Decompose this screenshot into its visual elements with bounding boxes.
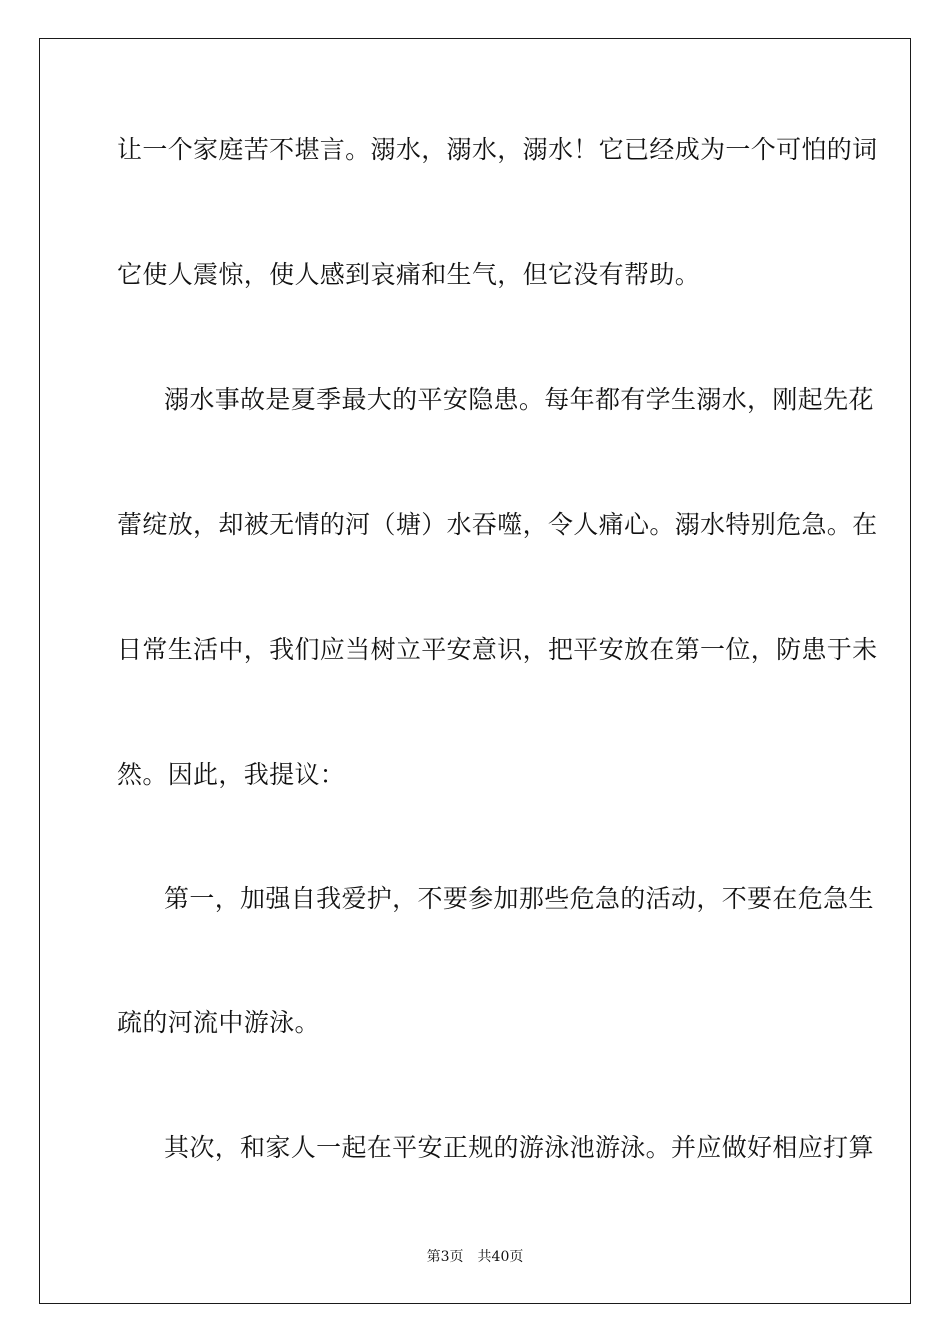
text-line-4: 蕾绽放，却被无情的河（塘）水吞噬，令人痛心。溺水特别危急。在	[117, 510, 878, 539]
text-line-9: 其次，和家人一起在平安正规的游泳池游泳。并应做好相应打算	[164, 1133, 874, 1162]
page-total: 共40页	[477, 1249, 524, 1265]
text-line-5: 日常生活中，我们应当树立平安意识，把平安放在第一位，防患于未	[117, 635, 878, 664]
page-footer	[0, 1248, 950, 1266]
text-line-1: 让一个家庭苦不堪言。溺水，溺水，溺水！它已经成为一个可怕的词	[117, 135, 878, 164]
text-line-8: 疏的河流中游泳。	[117, 1008, 320, 1037]
text-line-6: 然。因此，我提议：	[117, 760, 346, 789]
page-number: 第3页	[426, 1249, 464, 1265]
page-border	[39, 38, 911, 1304]
text-line-2: 它使人震惊，使人感到哀痛和生气，但它没有帮助。	[117, 260, 701, 289]
text-line-7: 第一，加强自我爱护，不要参加那些危急的活动，不要在危急生	[164, 884, 874, 913]
text-line-3: 溺水事故是夏季最大的平安隐患。每年都有学生溺水，刚起先花	[164, 385, 874, 414]
